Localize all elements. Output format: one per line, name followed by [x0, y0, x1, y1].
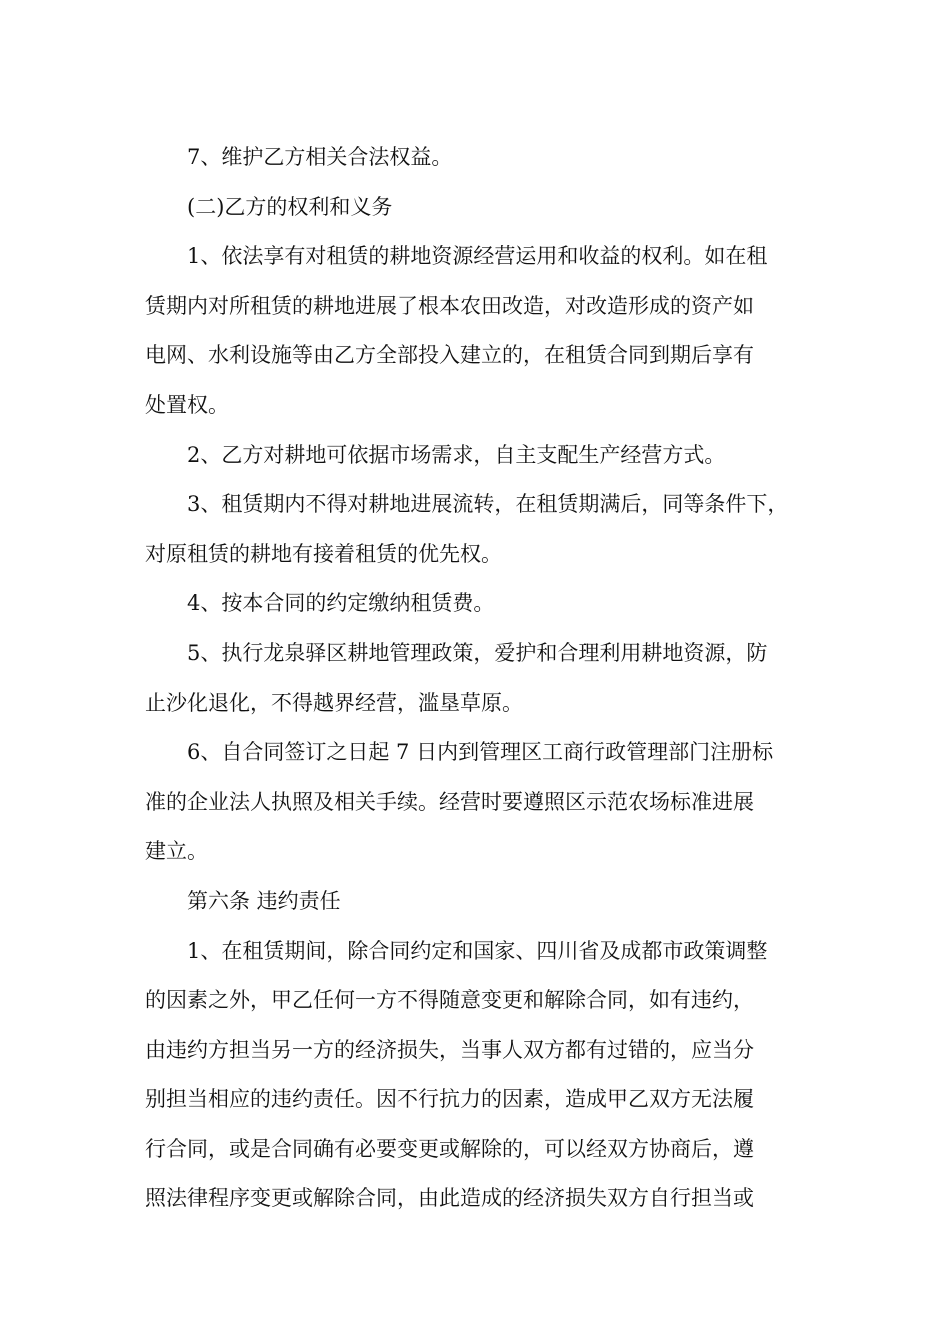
paragraph-line: 准的企业法人执照及相关手续。经营时要遵照区示范农场标准进展 [145, 789, 754, 814]
paragraph-line: 行合同，或是合同确有必要变更或解除的，可以经双方协商后，遵 [145, 1136, 754, 1161]
paragraph-line: 赁期内对所租赁的耕地进展了根本农田改造，对改造形成的资产如 [145, 293, 754, 318]
paragraph-line: 电网、水利设施等由乙方全部投入建立的，在租赁合同到期后享有 [145, 343, 754, 368]
paragraph-line: 的因素之外，甲乙任何一方不得随意变更和解除合同，如有违约， [145, 988, 754, 1013]
paragraph-line: 4、按本合同的约定缴纳租赁费。 [187, 591, 495, 616]
paragraph-line: 6、自合同签订之日起 7 日内到管理区工商行政管理部门注册标 [187, 740, 774, 765]
document-body [145, 133, 815, 1224]
article-heading: 第六条 违约责任 [187, 888, 341, 913]
paragraph-line: 由违约方担当另一方的经济损失，当事人双方都有过错的，应当分 [145, 1037, 754, 1062]
section-heading: (二)乙方的权利和义务 [187, 194, 393, 219]
paragraph-line: 别担当相应的违约责任。因不行抗力的因素，造成甲乙双方无法履 [145, 1087, 754, 1112]
paragraph-line: 1、在租赁期间，除合同约定和国家、四川省及成都市政策调整 [187, 938, 768, 963]
paragraph-line: 建立。 [145, 839, 208, 864]
paragraph-line: 2、乙方对耕地可依据市场需求，自主支配生产经营方式。 [187, 442, 726, 467]
paragraph-line: 1、依法享有对租赁的耕地资源经营运用和收益的权利。如在租 [187, 244, 768, 269]
paragraph-line: 照法律程序变更或解除合同，由此造成的经济损失双方自行担当或 [145, 1186, 754, 1211]
paragraph-line: 止沙化退化，不得越界经营，滥垦草原。 [145, 690, 523, 715]
paragraph-line: 处置权。 [145, 392, 229, 417]
paragraph-line: 3、租赁期内不得对耕地进展流转，在租赁期满后，同等条件下， [187, 492, 789, 517]
paragraph-line: 对原租赁的耕地有接着租赁的优先权。 [145, 541, 502, 566]
paragraph-line: 7、维护乙方相关合法权益。 [187, 145, 453, 169]
paragraph-line: 5、执行龙泉驿区耕地管理政策，爱护和合理利用耕地资源，防 [187, 640, 768, 665]
